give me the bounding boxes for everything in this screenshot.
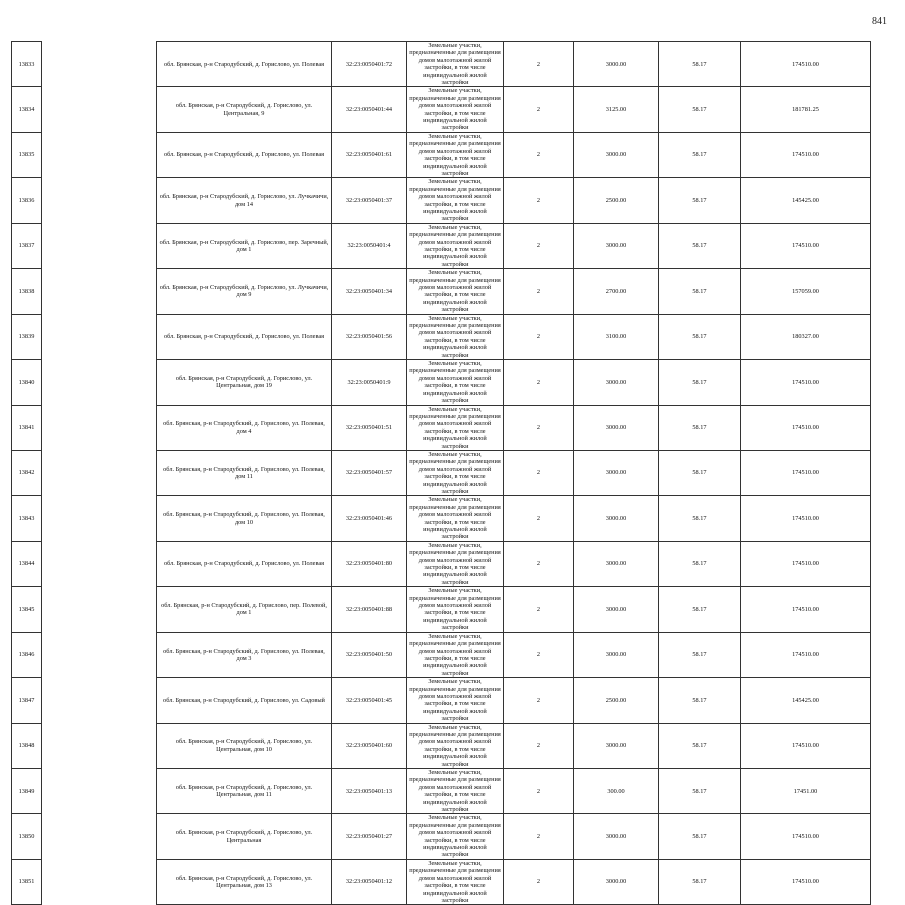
blank-cell [42, 360, 157, 405]
cadastral-number-cell: 32:23:0050401:57 [332, 450, 407, 495]
row-number-cell: 13850 [12, 814, 42, 859]
land-purpose-cell: Земельные участки, предназначенные для размещения домов малоэтажной жилой застройки, в том числе индивидуальной жилой застройки [407, 223, 504, 268]
group-cell: 2 [504, 450, 574, 495]
group-cell: 2 [504, 87, 574, 132]
cadastral-value-cell: 174510.00 [741, 723, 871, 768]
specific-value-cell: 58.17 [659, 723, 741, 768]
area-cell: 3000.00 [574, 450, 659, 495]
table-row [12, 42, 871, 87]
specific-value-cell: 58.17 [659, 87, 741, 132]
address-cell: обл. Брянская, р-н Стародубский, д. Горислово, ул. Полевая, дом 10 [157, 496, 332, 541]
land-purpose-cell: Земельные участки, предназначенные для размещения домов малоэтажной жилой застройки, в том числе индивидуальной жилой застройки [407, 496, 504, 541]
table-row [12, 814, 871, 859]
cadastral-number-cell: 32:23:0050401:46 [332, 496, 407, 541]
address-cell: обл. Брянская, р-н Стародубский, д. Горислово, ул. Центральная, дом 13 [157, 859, 332, 904]
row-number-cell: 13846 [12, 632, 42, 677]
cadastral-value-cell: 174510.00 [741, 223, 871, 268]
blank-cell [42, 587, 157, 632]
table-row [12, 587, 871, 632]
group-cell: 2 [504, 360, 574, 405]
specific-value-cell: 58.17 [659, 541, 741, 586]
row-number-cell: 13849 [12, 769, 42, 814]
address-cell: обл. Брянская, р-н Стародубский, д. Горислово, ул. Полевая, дом 11 [157, 450, 332, 495]
row-number-cell: 13847 [12, 678, 42, 723]
table-row [12, 314, 871, 359]
blank-cell [42, 496, 157, 541]
blank-cell [42, 223, 157, 268]
table-row [12, 541, 871, 586]
area-cell: 3100.00 [574, 314, 659, 359]
table-row [12, 859, 871, 904]
table-row [12, 769, 871, 814]
area-cell: 3000.00 [574, 632, 659, 677]
specific-value-cell: 58.17 [659, 269, 741, 314]
specific-value-cell: 58.17 [659, 496, 741, 541]
cadastral-value-cell: 174510.00 [741, 587, 871, 632]
blank-cell [42, 541, 157, 586]
table-row [12, 360, 871, 405]
land-purpose-cell: Земельные участки, предназначенные для размещения домов малоэтажной жилой застройки, в том числе индивидуальной жилой застройки [407, 814, 504, 859]
group-cell: 2 [504, 223, 574, 268]
row-number-cell: 13848 [12, 723, 42, 768]
row-number-cell: 13834 [12, 87, 42, 132]
table-row [12, 132, 871, 177]
group-cell: 2 [504, 723, 574, 768]
land-purpose-cell: Земельные участки, предназначенные для размещения домов малоэтажной жилой застройки, в том числе индивидуальной жилой застройки [407, 42, 504, 87]
land-purpose-cell: Земельные участки, предназначенные для размещения домов малоэтажной жилой застройки, в том числе индивидуальной жилой застройки [407, 769, 504, 814]
land-purpose-cell: Земельные участки, предназначенные для размещения домов малоэтажной жилой застройки, в том числе индивидуальной жилой застройки [407, 314, 504, 359]
blank-cell [42, 405, 157, 450]
cadastral-value-cell: 145425.00 [741, 678, 871, 723]
table-row [12, 496, 871, 541]
cadastral-value-cell: 181781.25 [741, 87, 871, 132]
cadastral-value-cell: 174510.00 [741, 814, 871, 859]
cadastral-number-cell: 32:23:0050401:56 [332, 314, 407, 359]
specific-value-cell: 58.17 [659, 678, 741, 723]
address-cell: обл. Брянская, р-н Стародубский, д. Горислово, ул. Лучкачичи, дом 9 [157, 269, 332, 314]
specific-value-cell: 58.17 [659, 814, 741, 859]
row-number-cell: 13838 [12, 269, 42, 314]
cadastral-number-cell: 32:23:0050401:88 [332, 587, 407, 632]
cadastral-number-cell: 32:23:0050401:37 [332, 178, 407, 223]
group-cell: 2 [504, 269, 574, 314]
area-cell: 3000.00 [574, 814, 659, 859]
group-cell: 2 [504, 814, 574, 859]
blank-cell [42, 178, 157, 223]
area-cell: 3000.00 [574, 541, 659, 586]
cadastral-value-cell: 17451.00 [741, 769, 871, 814]
group-cell: 2 [504, 541, 574, 586]
land-purpose-cell: Земельные участки, предназначенные для размещения домов малоэтажной жилой застройки, в том числе индивидуальной жилой застройки [407, 405, 504, 450]
blank-cell [42, 632, 157, 677]
cadastral-value-cell: 174510.00 [741, 42, 871, 87]
row-number-cell: 13851 [12, 859, 42, 904]
blank-cell [42, 678, 157, 723]
group-cell: 2 [504, 859, 574, 904]
cadastral-value-cell: 174510.00 [741, 859, 871, 904]
blank-cell [42, 450, 157, 495]
group-cell: 2 [504, 587, 574, 632]
specific-value-cell: 58.17 [659, 632, 741, 677]
area-cell: 3000.00 [574, 405, 659, 450]
blank-cell [42, 814, 157, 859]
specific-value-cell: 58.17 [659, 769, 741, 814]
area-cell: 3000.00 [574, 223, 659, 268]
row-number-cell: 13835 [12, 132, 42, 177]
area-cell: 2700.00 [574, 269, 659, 314]
address-cell: обл. Брянская, р-н Стародубский, д. Горислово, ул. Центральная, 9 [157, 87, 332, 132]
specific-value-cell: 58.17 [659, 223, 741, 268]
land-purpose-cell: Земельные участки, предназначенные для размещения домов малоэтажной жилой застройки, в том числе индивидуальной жилой застройки [407, 87, 504, 132]
cadastral-value-cell: 145425.00 [741, 178, 871, 223]
cadastral-value-cell: 174510.00 [741, 360, 871, 405]
land-purpose-cell: Земельные участки, предназначенные для размещения домов малоэтажной жилой застройки, в том числе индивидуальной жилой застройки [407, 723, 504, 768]
address-cell: обл. Брянская, р-н Стародубский, д. Горислово, ул. Центральная, дом 10 [157, 723, 332, 768]
specific-value-cell: 58.17 [659, 405, 741, 450]
cadastral-value-cell: 180327.00 [741, 314, 871, 359]
area-cell: 3000.00 [574, 360, 659, 405]
cadastral-number-cell: 32:23:0050401:45 [332, 678, 407, 723]
cadastral-number-cell: 32:23:0050401:44 [332, 87, 407, 132]
cadastral-number-cell: 32:23:0050401:80 [332, 541, 407, 586]
address-cell: обл. Брянская, р-н Стародубский, д. Горислово, ул. Полевая [157, 132, 332, 177]
cadastral-number-cell: 32:23:0050401:50 [332, 632, 407, 677]
cadastral-number-cell: 32:23:0050401:9 [332, 360, 407, 405]
cadastral-value-cell: 174510.00 [741, 450, 871, 495]
land-purpose-cell: Земельные участки, предназначенные для размещения домов малоэтажной жилой застройки, в том числе индивидуальной жилой застройки [407, 541, 504, 586]
cadastral-number-cell: 32:23:0050401:61 [332, 132, 407, 177]
blank-cell [42, 269, 157, 314]
address-cell: обл. Брянская, р-н Стародубский, д. Горислово, ул. Полевая [157, 314, 332, 359]
row-number-cell: 13842 [12, 450, 42, 495]
group-cell: 2 [504, 769, 574, 814]
blank-cell [42, 859, 157, 904]
cadastral-value-cell: 174510.00 [741, 496, 871, 541]
blank-cell [42, 42, 157, 87]
area-cell: 3000.00 [574, 496, 659, 541]
group-cell: 2 [504, 178, 574, 223]
cadastral-number-cell: 32:23:0050401:27 [332, 814, 407, 859]
address-cell: обл. Брянская, р-н Стародубский, д. Горислово, ул. Центральная, дом 19 [157, 360, 332, 405]
cadastral-value-cell: 157059.00 [741, 269, 871, 314]
table-row [12, 269, 871, 314]
land-registry-table [11, 41, 871, 905]
row-number-cell: 13845 [12, 587, 42, 632]
address-cell: обл. Брянская, р-н Стародубский, д. Горислово, пер. Полевой, дом 1 [157, 587, 332, 632]
land-purpose-cell: Земельные участки, предназначенные для размещения домов малоэтажной жилой застройки, в том числе индивидуальной жилой застройки [407, 132, 504, 177]
specific-value-cell: 58.17 [659, 314, 741, 359]
group-cell: 2 [504, 314, 574, 359]
table-row [12, 223, 871, 268]
specific-value-cell: 58.17 [659, 42, 741, 87]
group-cell: 2 [504, 132, 574, 177]
row-number-cell: 13839 [12, 314, 42, 359]
area-cell: 2500.00 [574, 678, 659, 723]
address-cell: обл. Брянская, р-н Стародубский, д. Горислово, пер. Заречный, дом 1 [157, 223, 332, 268]
land-purpose-cell: Земельные участки, предназначенные для размещения домов малоэтажной жилой застройки, в том числе индивидуальной жилой застройки [407, 587, 504, 632]
address-cell: обл. Брянская, р-н Стародубский, д. Горислово, ул. Центральная, дом 11 [157, 769, 332, 814]
specific-value-cell: 58.17 [659, 859, 741, 904]
specific-value-cell: 58.17 [659, 450, 741, 495]
land-purpose-cell: Земельные участки, предназначенные для размещения домов малоэтажной жилой застройки, в том числе индивидуальной жилой застройки [407, 859, 504, 904]
address-cell: обл. Брянская, р-н Стародубский, д. Горислово, ул. Центральная [157, 814, 332, 859]
cadastral-value-cell: 174510.00 [741, 632, 871, 677]
address-cell: обл. Брянская, р-н Стародубский, д. Горислово, ул. Полевая [157, 42, 332, 87]
table-row [12, 87, 871, 132]
table-row [12, 178, 871, 223]
address-cell: обл. Брянская, р-н Стародубский, д. Горислово, ул. Полевая [157, 541, 332, 586]
cadastral-number-cell: 32:23:0050401:34 [332, 269, 407, 314]
specific-value-cell: 58.17 [659, 132, 741, 177]
area-cell: 2500.00 [574, 178, 659, 223]
address-cell: обл. Брянская, р-н Стародубский, д. Горислово, ул. Полевая, дом 3 [157, 632, 332, 677]
cadastral-number-cell: 32:23:0050401:72 [332, 42, 407, 87]
cadastral-value-cell: 174510.00 [741, 541, 871, 586]
area-cell: 3000.00 [574, 859, 659, 904]
table-row [12, 723, 871, 768]
group-cell: 2 [504, 678, 574, 723]
address-cell: обл. Брянская, р-н Стародубский, д. Горислово, ул. Полевая, дом 4 [157, 405, 332, 450]
area-cell: 300.00 [574, 769, 659, 814]
specific-value-cell: 58.17 [659, 360, 741, 405]
cadastral-number-cell: 32:23:0050401:60 [332, 723, 407, 768]
blank-cell [42, 87, 157, 132]
table-body [12, 42, 871, 905]
table-row [12, 632, 871, 677]
land-purpose-cell: Земельные участки, предназначенные для размещения домов малоэтажной жилой застройки, в том числе индивидуальной жилой застройки [407, 450, 504, 495]
group-cell: 2 [504, 42, 574, 87]
cadastral-number-cell: 32:23:0050401:4 [332, 223, 407, 268]
land-purpose-cell: Земельные участки, предназначенные для размещения домов малоэтажной жилой застройки, в том числе индивидуальной жилой застройки [407, 269, 504, 314]
row-number-cell: 13841 [12, 405, 42, 450]
cadastral-number-cell: 32:23:0050401:12 [332, 859, 407, 904]
area-cell: 3125.00 [574, 87, 659, 132]
page-number: 841 [872, 16, 887, 27]
cadastral-value-cell: 174510.00 [741, 132, 871, 177]
group-cell: 2 [504, 405, 574, 450]
row-number-cell: 13840 [12, 360, 42, 405]
row-number-cell: 13837 [12, 223, 42, 268]
blank-cell [42, 132, 157, 177]
row-number-cell: 13836 [12, 178, 42, 223]
specific-value-cell: 58.17 [659, 587, 741, 632]
cadastral-value-cell: 174510.00 [741, 405, 871, 450]
address-cell: обл. Брянская, р-н Стародубский, д. Горислово, ул. Лучкачичи, дом 14 [157, 178, 332, 223]
land-purpose-cell: Земельные участки, предназначенные для размещения домов малоэтажной жилой застройки, в том числе индивидуальной жилой застройки [407, 678, 504, 723]
row-number-cell: 13844 [12, 541, 42, 586]
table-row [12, 450, 871, 495]
cadastral-number-cell: 32:23:0050401:51 [332, 405, 407, 450]
area-cell: 3000.00 [574, 132, 659, 177]
table-row [12, 678, 871, 723]
blank-cell [42, 314, 157, 359]
land-purpose-cell: Земельные участки, предназначенные для размещения домов малоэтажной жилой застройки, в том числе индивидуальной жилой застройки [407, 360, 504, 405]
table-row [12, 405, 871, 450]
row-number-cell: 13833 [12, 42, 42, 87]
address-cell: обл. Брянская, р-н Стародубский, д. Горислово, ул. Садовый [157, 678, 332, 723]
cadastral-number-cell: 32:23:0050401:13 [332, 769, 407, 814]
blank-cell [42, 723, 157, 768]
land-purpose-cell: Земельные участки, предназначенные для размещения домов малоэтажной жилой застройки, в том числе индивидуальной жилой застройки [407, 632, 504, 677]
area-cell: 3000.00 [574, 723, 659, 768]
land-purpose-cell: Земельные участки, предназначенные для размещения домов малоэтажной жилой застройки, в том числе индивидуальной жилой застройки [407, 178, 504, 223]
row-number-cell: 13843 [12, 496, 42, 541]
blank-cell [42, 769, 157, 814]
group-cell: 2 [504, 496, 574, 541]
specific-value-cell: 58.17 [659, 178, 741, 223]
area-cell: 3000.00 [574, 587, 659, 632]
area-cell: 3000.00 [574, 42, 659, 87]
group-cell: 2 [504, 632, 574, 677]
